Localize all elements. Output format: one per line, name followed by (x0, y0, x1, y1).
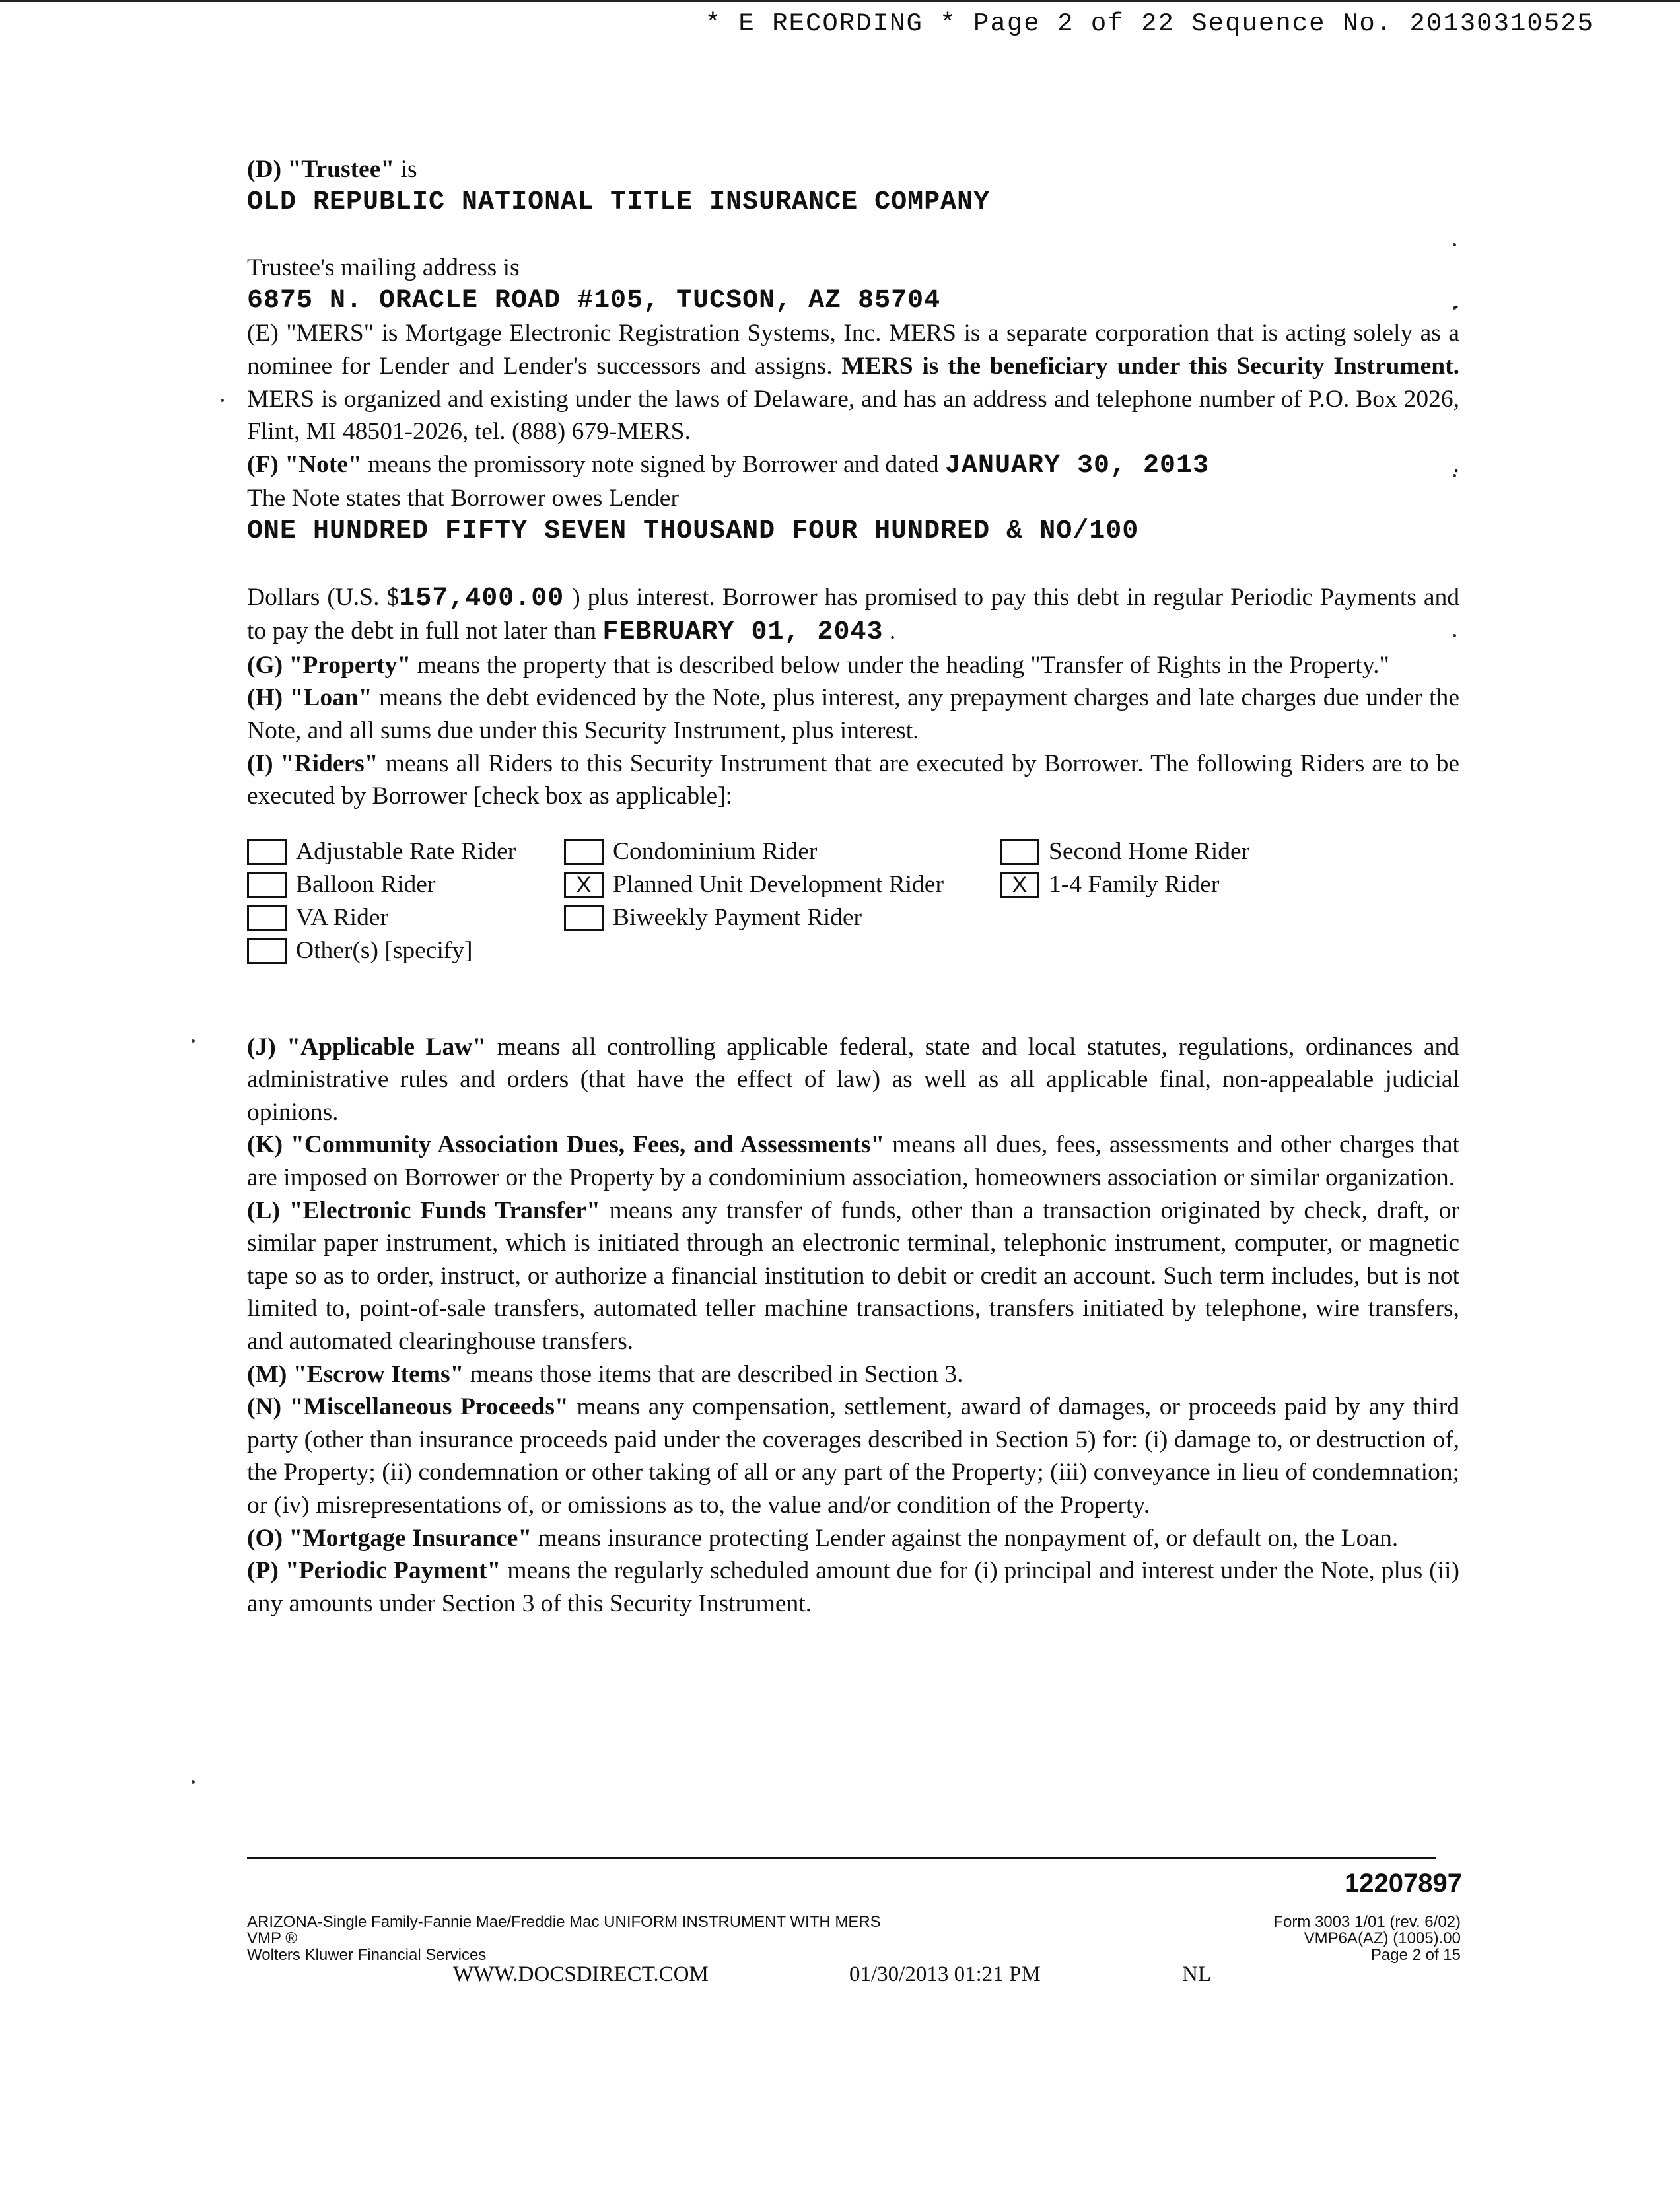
footer-vmp-mark: VMP ® (247, 1929, 297, 1947)
footer-timestamp: 01/30/2013 01:21 PM (849, 1962, 1041, 1986)
definition-text: means the regularly scheduled amount due for (i) principal and interest under the Note, plus (ii) any amounts under Section 3 of this Security Instrument. (247, 1557, 1459, 1617)
footer-instrument-title: ARIZONA-Single Family-Fannie Mae/Freddie Mac UNIFORM INSTRUMENT WITH MERS (247, 1913, 881, 1931)
rider-label: 1-4 Family Rider (1049, 870, 1220, 898)
rider-adjustable-rate (247, 835, 564, 868)
definition-text: means all controlling applicable federal, state and local statutes, regulations, ordinances and administrative rules and orders (that have the effect of law) as well as all applicable final, non-appealable judicial opinions. (247, 1033, 1459, 1126)
trustee-label-suffix: is (394, 156, 417, 183)
maturity-end: . (889, 617, 896, 645)
applicable-law-definition (247, 1031, 1459, 1129)
note-label: (F) "Note" (247, 450, 362, 478)
rider-other (247, 934, 564, 967)
document-body (247, 153, 1459, 1620)
footer-initials: NL (1182, 1962, 1211, 1986)
note-date-end: . (1453, 450, 1459, 478)
footer-vmp-code: VMP6A(AZ) (1005).00 (1304, 1929, 1461, 1947)
rider-balloon (247, 868, 564, 901)
checkbox-checked[interactable]: X (1000, 872, 1039, 898)
note-date: JANUARY 30, 2013 (945, 450, 1210, 481)
definition-label: (M) "Escrow Items" (247, 1360, 464, 1388)
spacer (247, 548, 1459, 581)
footer-page-number: Page 2 of 15 (1370, 1946, 1461, 1964)
mortgage-insurance-definition (247, 1522, 1459, 1555)
dollars-prefix: Dollars (U.S. $ (247, 583, 400, 611)
rider-label: Biweekly Payment Rider (613, 903, 862, 931)
scan-speck (192, 1039, 195, 1043)
rider-condominium (564, 835, 1000, 868)
definition-label: (J) "Applicable Law" (247, 1033, 487, 1060)
spacer (247, 219, 1459, 252)
rider-label: Balloon Rider (296, 870, 436, 898)
definition-label: (N) "Miscellaneous Proceeds" (247, 1393, 569, 1421)
footer-form-info (247, 1914, 881, 1963)
loan-number: 12207897 (1345, 1869, 1462, 1898)
trustee-mailing-label: Trustee's mailing address is (247, 254, 520, 282)
definition-text: means any compensation, settlement, award of damages, or proceeds paid by any third party (other than insurance proceeds paid under the coverages described in Section 5) for: (i) damage to, or destruction of, the Property; (ii) condemnation or other taking of all or any part of the Property; (iii) conveyance in lieu of condemnation; or (iv) misrepresentations of, or omissions as to, the value and/or condition of the Property. (247, 1393, 1459, 1519)
checkbox-checked[interactable]: X (564, 872, 604, 898)
escrow-items-definition (247, 1358, 1459, 1391)
trustee-address: 6875 N. ORACLE ROAD #105, TUCSON, AZ 85704 (247, 285, 941, 316)
checkbox[interactable] (247, 839, 287, 865)
checkbox[interactable] (247, 872, 287, 898)
checkbox[interactable] (1000, 839, 1039, 865)
rider-label: Adjustable Rate Rider (296, 837, 516, 865)
rider-va (247, 901, 564, 934)
footer-form-number (1273, 1914, 1461, 1963)
dollars-suffix: ) plus interest. Borrower has promised to pay this debt in regular Periodic Payments and to pay the debt in full not later than (247, 583, 1459, 645)
loan-amount: 157,400.00 (399, 583, 565, 613)
periodic-payment-definition (247, 1554, 1459, 1620)
loan-label: (H) "Loan" (247, 684, 372, 712)
mers-definition (247, 317, 1459, 448)
note-definition (247, 448, 1459, 483)
definition-text: means insurance protecting Lender against the nonpayment of, or default on, the Loan. (532, 1524, 1399, 1552)
footer-divider (247, 1857, 1436, 1859)
riders-definition (247, 747, 1459, 813)
dollars-paragraph (247, 581, 1459, 649)
trustee-name: OLD REPUBLIC NATIONAL TITLE INSURANCE COMPANY (247, 187, 991, 217)
definition-text: means all dues, fees, assessments and other charges that are imposed on Borrower or the Property by a condominium association, homeowners association or similar organization. (247, 1131, 1459, 1192)
trustee-address-end: . (1453, 287, 1459, 314)
property-label: (G) "Property" (247, 651, 411, 679)
trustee-definition (247, 153, 1459, 186)
rider-1-4-family (1000, 868, 1449, 901)
scan-speck (192, 1780, 195, 1784)
footer-website: WWW.DOCSDIRECT.COM (453, 1962, 709, 1986)
checkbox[interactable] (247, 938, 287, 964)
rider-second-home (1000, 835, 1449, 868)
loan-amount-words: ONE HUNDRED FIFTY SEVEN THOUSAND FOUR HUNDRED & NO/100 (247, 516, 1139, 546)
rider-planned-unit-development (564, 868, 1000, 901)
top-border (0, 0, 1680, 2)
definition-label: (K) "Community Association Dues, Fees, and Assessments" (247, 1131, 885, 1159)
rider-label: Condominium Rider (613, 837, 818, 865)
rider-label: VA Rider (296, 903, 388, 931)
riders-checklist (247, 835, 1459, 967)
definition-text: means any transfer of funds, other than a transaction originated by check, draft, or similar paper instrument, which is initiated through an electronic terminal, telephonic instrument, computer, or magnetic tape so as to order, instruct, or authorize a financial institution to debit or credit an account. Such term includes, but is not limited to, point-of-sale transfers, automated teller machine transactions, transfers initiated by telephone, wire transfers, and automated clearinghouse transfers. (247, 1197, 1459, 1356)
definition-label: (L) "Electronic Funds Transfer" (247, 1197, 600, 1224)
footer-form-id: Form 3003 1/01 (rev. 6/02) (1273, 1913, 1461, 1931)
rider-biweekly-payment (564, 901, 1000, 934)
trustee-address-line (247, 285, 1459, 318)
rider-empty-cell (1000, 901, 1449, 934)
checkbox[interactable] (564, 905, 604, 931)
maturity-date: FEBRUARY 01, 2043 (602, 617, 884, 648)
riders-label: (I) "Riders" (247, 749, 378, 777)
definition-text: means those items that are described in Section 3. (464, 1360, 963, 1388)
mers-text-1: (E) "MERS" is Mortgage Electronic Registration Systems, Inc. MERS is a separate corporation that is acting solely as a nominee for Lender and Lender's successors and assigns. (247, 320, 1459, 380)
definition-label: (P) "Periodic Payment" (247, 1557, 501, 1585)
note-owes: The Note states that Borrower owes Lender (247, 485, 679, 512)
rider-label: Other(s) [specify] (296, 936, 473, 964)
loan-definition (247, 681, 1459, 747)
property-definition (247, 649, 1459, 682)
note-label-suffix: means the promissory note signed by Borrower and dated (361, 450, 945, 478)
riders-text: means all Riders to this Security Instrument that are executed by Borrower. The following Riders are to be executed by Borrower [check box as applicable]: (247, 749, 1459, 810)
mers-beneficiary-statement: MERS is the beneficiary under this Security Instrument. (841, 352, 1459, 380)
rider-label: Planned Unit Development Rider (613, 870, 944, 898)
checkbox[interactable] (564, 839, 604, 865)
mers-text-2: MERS is organized and existing under the laws of Delaware, and has an address and telephone number of P.O. Box 2026, Flint, MI 48501-2026, tel. (888) 679-MERS. (247, 385, 1459, 446)
property-text: means the property that is described below under the heading "Transfer of Rights in the Property." (411, 651, 1389, 679)
checkbox[interactable] (247, 905, 287, 931)
rider-label: Second Home Rider (1049, 837, 1250, 865)
scan-speck (221, 399, 224, 402)
recording-header: * E RECORDING * Page 2 of 22 Sequence No. 20130310525 (705, 9, 1594, 38)
trustee-label: (D) "Trustee" (247, 156, 395, 183)
footer-publisher: Wolters Kluwer Financial Services (247, 1946, 487, 1964)
electronic-funds-transfer-definition (247, 1195, 1459, 1358)
definition-label: (O) "Mortgage Insurance" (247, 1524, 532, 1552)
loan-text: means the debt evidenced by the Note, plus interest, any prepayment charges and late charges due under the Note, and all sums due under this Security Instrument, plus interest. (247, 684, 1459, 744)
community-association-definition (247, 1128, 1459, 1194)
miscellaneous-proceeds-definition (247, 1391, 1459, 1521)
